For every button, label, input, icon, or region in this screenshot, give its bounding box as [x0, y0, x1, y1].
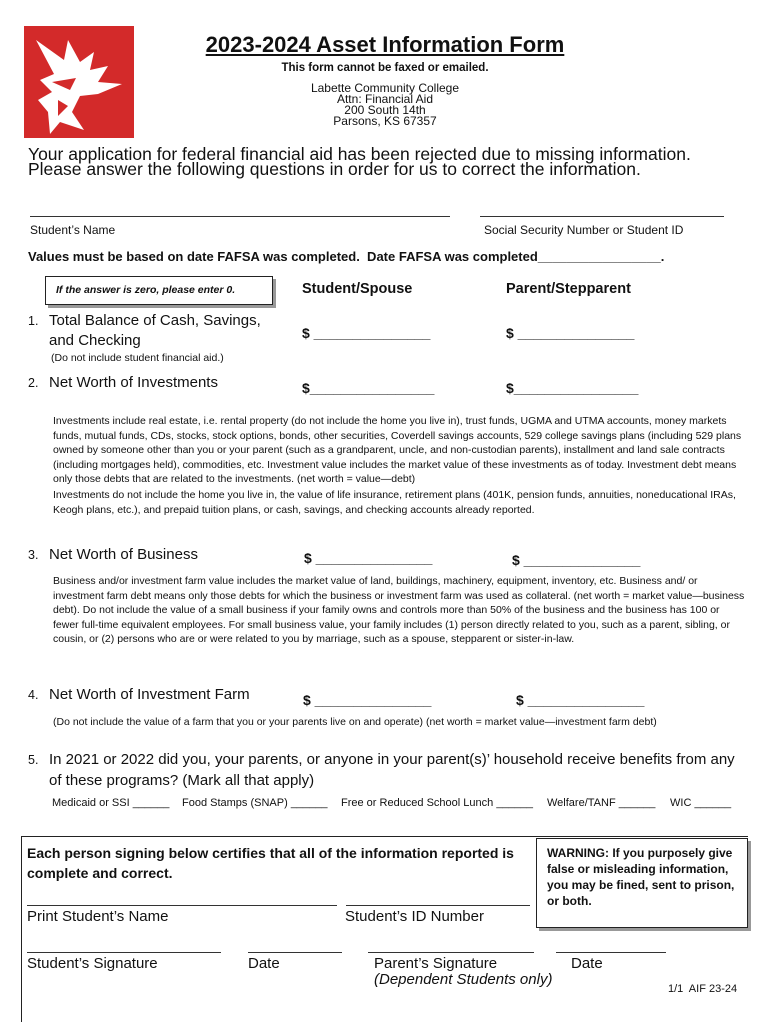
student-signature-line[interactable] — [27, 952, 221, 953]
student-id-line[interactable] — [346, 905, 530, 906]
q1-note: (Do not include student financial aid.) — [51, 352, 224, 364]
q4-student-amount-field[interactable]: $ _______________ — [303, 692, 432, 708]
q3-parent-amount-field[interactable]: $ _______________ — [512, 552, 641, 568]
certification-statement: Each person signing below certifies that all of the information reported is complete and correct. — [27, 845, 514, 881]
parent-column-header: Parent/Stepparent — [506, 281, 631, 297]
program-wic[interactable]: WIC ______ — [670, 797, 732, 809]
fafsa-date-note: Values must be based on date FAFSA was completed. Date FAFSA was completed_________________. — [28, 249, 665, 264]
date-label-1: Date — [248, 955, 280, 972]
q2-parent-amount-field[interactable]: $________________ — [506, 380, 639, 396]
investments-exclusions: Investments do not include the home you live in, the value of life insurance, retirement plans (401K, pension funds, annuities, noneducational IRAs, Keogh plans, etc.), and prepaid tuition plans, or cash, savings, and checking accounts already reported. — [53, 489, 736, 516]
q1-student-amount-field[interactable]: $ _______________ — [302, 325, 431, 341]
q5-number: 5. — [28, 753, 39, 767]
business-definition: Business and/or investment farm value includes the market value of land, buildings, machinery, equipment, inventory, etc. Business and/ or investment farm debt means only those debts for which the business or investment farm was used as collateral. (net worth = market value—business debt). Do not include the value of a small business if your family owns and controls more than 50% of the business and the business has 100 or fewer full-time equivalent employees. For small business value, your family includes (1) person directly related to you, such as a parent, sibling, or cousin, or (2) persons who are or were related to you by marriage, such as a spouse, stepparent or sister-in-law. — [53, 575, 745, 646]
q4-text: Net Worth of Investment Farm — [49, 686, 250, 703]
q4-parent-amount-field[interactable]: $ _______________ — [516, 692, 645, 708]
program-snap[interactable]: Food Stamps (SNAP) ______ — [182, 797, 328, 809]
student-name-label: Student’s Name — [30, 223, 116, 237]
investments-definition: Investments include real estate, i.e. rental property (do not include the home you live in), trust funds, UGMA and UTMA accounts, money markets funds, mutual funds, CDs, stocks, stock options, bonds, other securities, Coverdell savings accounts, 529 college savings plans (including 529 plans owned by someone other than you or your parent (such as a grandparent, uncle, and non-custodian parents), installment and land sale contracts (including mortgages held), commodities, etc. Investment value includes the market value of these investments as of today. Investment debt means only those debts that are related to the investments. (net worth = value—debt) — [53, 415, 742, 486]
q4-number: 4. — [28, 688, 39, 702]
address-line-1: Labette Community College — [310, 81, 460, 95]
student-column-header: Student/Spouse — [302, 281, 413, 297]
q5-text: In 2021 or 2022 did you, your parents, or anyone in your parent(s)’ household receive benefits from any of these programs? (Mark all that apply) — [49, 751, 735, 789]
cardinal-logo-icon — [24, 26, 134, 138]
zero-answer-note: If the answer is zero, please enter 0. — [45, 276, 273, 305]
college-logo — [24, 26, 134, 138]
address-line-2: Attn: Financial Aid — [336, 92, 434, 106]
q1-number: 1. — [28, 314, 39, 328]
q1-parent-amount-field[interactable]: $ _______________ — [506, 325, 635, 341]
q2-number: 2. — [28, 376, 39, 390]
date-line-2[interactable] — [556, 952, 666, 953]
no-fax-notice: This form cannot be faxed or emailed. — [281, 62, 489, 74]
program-medicaid-ssi[interactable]: Medicaid or SSI ______ — [52, 797, 170, 809]
address-line-3: 200 South 14th — [344, 103, 426, 117]
student-name-line[interactable] — [30, 216, 450, 217]
ssn-line[interactable] — [480, 216, 724, 217]
print-name-label: Print Student’s Name — [27, 908, 169, 925]
rejection-notice-line-1: Your application for federal financial aid has been rejected due to missing information. — [28, 144, 691, 164]
q1-text: Total Balance of Cash, Savings, and Checking — [49, 312, 261, 349]
date-label-2: Date — [571, 955, 603, 972]
warning-box: WARNING: If you purposely give false or misleading information, you may be fined, sent to prison, or both. — [536, 838, 748, 928]
program-tanf[interactable]: Welfare/TANF ______ — [547, 797, 656, 809]
q4-note: (Do not include the value of a farm that you or your parents live on and operate) (net worth = market value—investment farm debt) — [53, 716, 657, 728]
student-id-label: Student’s ID Number — [345, 908, 484, 925]
q3-text: Net Worth of Business — [49, 546, 198, 563]
rejection-notice-line-2: Please answer the following questions in order for us to correct the information. — [28, 159, 641, 179]
date-line-1[interactable] — [248, 952, 342, 953]
parent-signature-label: Parent’s Signature — [374, 955, 498, 972]
parent-signature-sublabel: (Dependent Students only) — [374, 971, 553, 988]
q2-student-amount-field[interactable]: $________________ — [302, 380, 435, 396]
q3-student-amount-field[interactable]: $ _______________ — [304, 550, 433, 566]
address-line-4: Parsons, KS 67357 — [333, 114, 437, 128]
ssn-label: Social Security Number or Student ID — [484, 223, 684, 237]
form-title: 2023-2024 Asset Information Form — [205, 32, 565, 57]
page-footer: 1/1 AIF 23-24 — [668, 983, 738, 995]
student-signature-label: Student’s Signature — [27, 955, 158, 972]
print-name-line[interactable] — [27, 905, 337, 906]
program-school-lunch[interactable]: Free or Reduced School Lunch ______ — [341, 797, 534, 809]
q2-text: Net Worth of Investments — [49, 374, 218, 391]
q3-number: 3. — [28, 548, 39, 562]
parent-signature-line[interactable] — [368, 952, 534, 953]
